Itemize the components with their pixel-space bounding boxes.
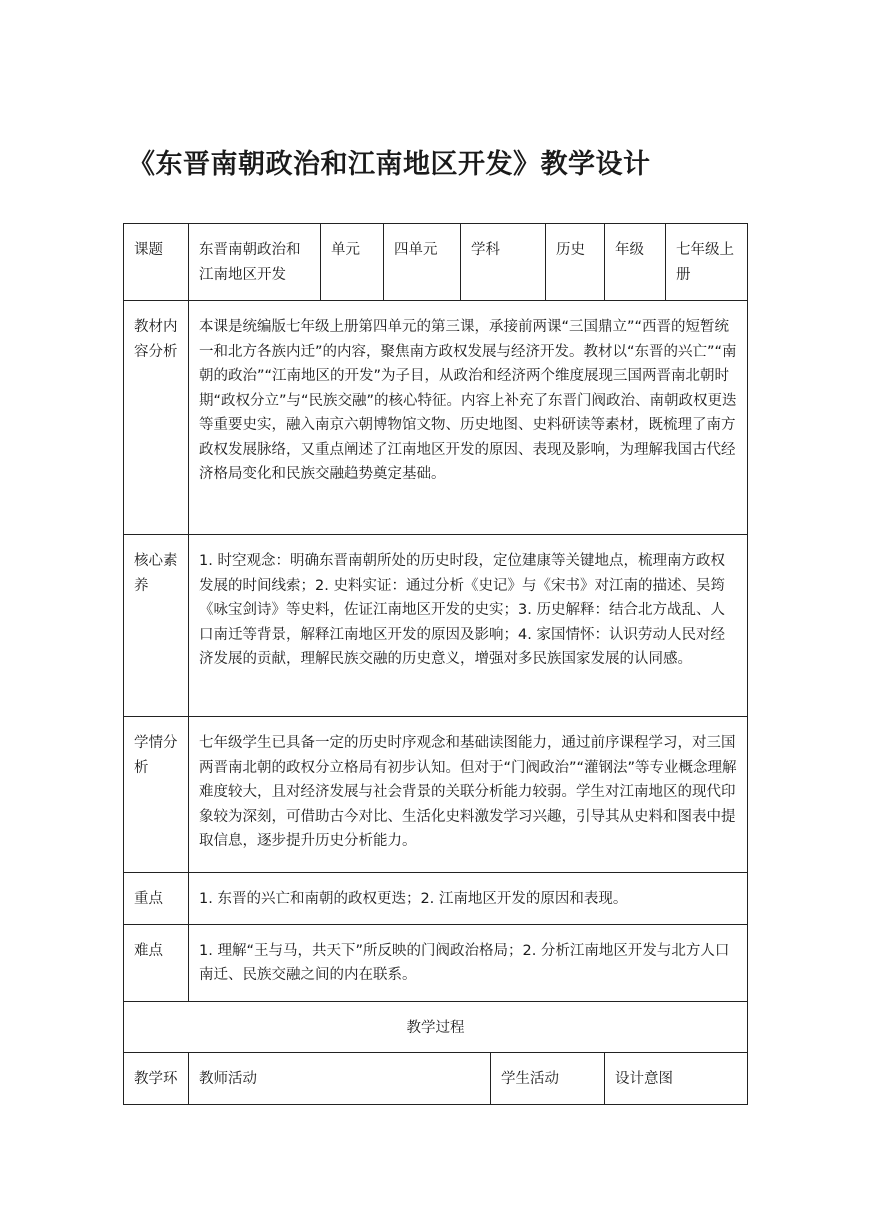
process-col-stage: 教学环 <box>124 1053 189 1105</box>
subject-value: 历史 <box>546 224 605 301</box>
subject-label: 学科 <box>461 224 546 301</box>
lesson-label: 课题 <box>124 224 189 301</box>
learners-text: 七年级学生已具备一定的历史时序观念和基础读图能力，通过前序课程学习，对三国两晋南北朝的政权分立格局有初步认知。但对于“门阀政治”“灌钢法”等专业概念理解难度较大，且对经济发展与社会背景的关联分析能力较弱。学生对江南地区的现代印象较为深刻，可借助古今对比、生活化史料激发学习兴趣，引导其从史料和图表中提取信息，逐步提升历史分析能力。 <box>189 717 748 873</box>
process-heading-row <box>124 1001 748 1053</box>
process-columns-row <box>124 1053 748 1105</box>
process-col-teacher: 教师活动 <box>189 1053 491 1105</box>
grade-label: 年级 <box>605 224 666 301</box>
literacy-label: 核心素养 <box>124 535 189 717</box>
process-col-student: 学生活动 <box>491 1053 605 1105</box>
key-points-label: 重点 <box>124 873 189 925</box>
learner-analysis-row <box>124 717 748 873</box>
difficulties-row <box>124 924 748 1001</box>
unit-value: 四单元 <box>384 224 461 301</box>
difficulties-text: 1. 理解“王与马，共天下”所反映的门阀政治格局；2. 分析江南地区开发与北方人口南迁、民族交融之间的内在联系。 <box>189 924 748 1001</box>
key-points-text: 1. 东晋的兴亡和南朝的政权更迭；2. 江南地区开发的原因和表现。 <box>189 873 748 925</box>
process-col-intent: 设计意图 <box>605 1053 748 1105</box>
core-literacy-row <box>124 535 748 717</box>
info-row <box>124 224 748 301</box>
lesson-value: 东晋南朝政治和江南地区开发 <box>189 224 321 301</box>
learners-label: 学情分析 <box>124 717 189 873</box>
process-heading: 教学过程 <box>124 1001 748 1053</box>
unit-label: 单元 <box>321 224 384 301</box>
lesson-plan-table <box>123 223 748 1105</box>
material-label: 教材内容分析 <box>124 301 189 535</box>
grade-value: 七年级上册 <box>666 224 748 301</box>
material-text: 本课是统编版七年级上册第四单元的第三课，承接前两课“三国鼎立”“西晋的短暂统一和北方各族内迁”的内容，聚焦南方政权发展与经济开发。教材以“东晋的兴亡”“南朝的政治”“江南地区的开发”为子目，从政治和经济两个维度展现三国两晋南北朝时期“政权分立”与“民族交融”的核心特征。内容上补充了东晋门阀政治、南朝政权更迭等重要史实，融入南京六朝博物馆文物、历史地图、史料研读等素材，既梳理了南方政权发展脉络，又重点阐述了江南地区开发的原因、表现及影响，为理解我国古代经济格局变化和民族交融趋势奠定基础。 <box>189 301 748 535</box>
literacy-text: 1. 时空观念：明确东晋南朝所处的历史时段，定位建康等关键地点，梳理南方政权发展的时间线索；2. 史料实证：通过分析《史记》与《宋书》对江南的描述、吴筠《咏宝剑诗》等史料，佐证江南地区开发的史实；3. 历史解释：结合北方战乱、人口南迁等背景，解释江南地区开发的原因及影响；4. 家国情怀：认识劳动人民对经济发展的贡献，理解民族交融的历史意义，增强对多民族国家发展的认同感。 <box>189 535 748 717</box>
key-points-row <box>124 873 748 925</box>
material-analysis-row <box>124 301 748 535</box>
page-title: 《东晋南朝政治和江南地区开发》教学设计 <box>128 149 651 180</box>
difficulties-label: 难点 <box>124 924 189 1001</box>
